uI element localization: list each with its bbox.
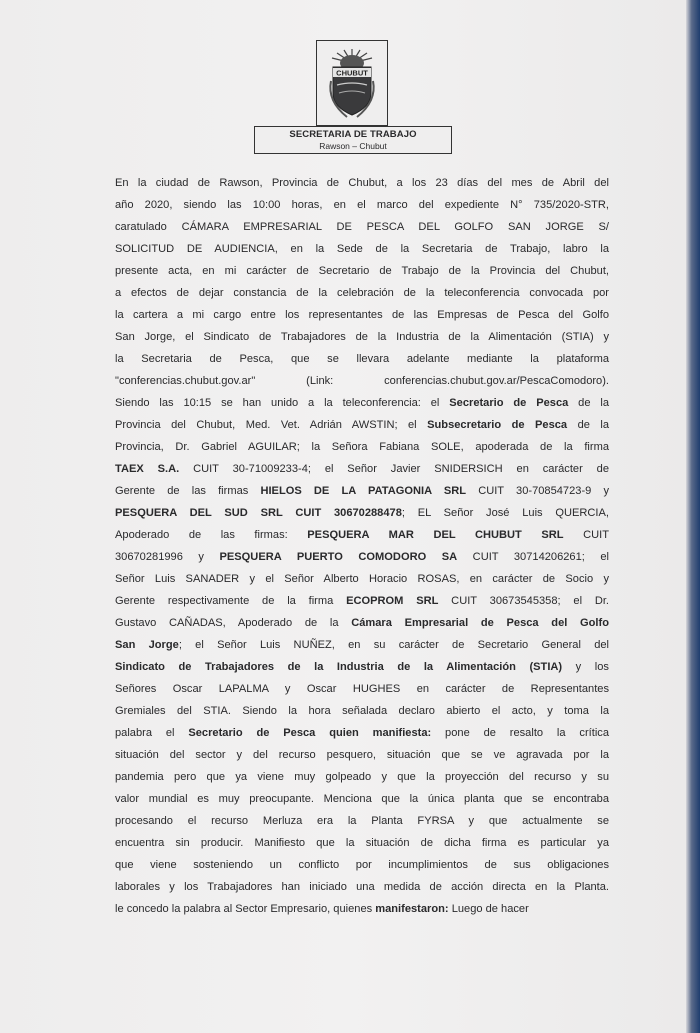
text-segment: la Secretaria de Pesca, que se llevara adelante mediante la plataforma — [115, 353, 609, 365]
text-segment: Señores Oscar LAPALMA y Oscar HUGHES en carácter de Representantes — [115, 683, 609, 695]
text-segment: presente acta, en mi carácter de Secretario de Trabajo de la Provincia del Chubut, — [115, 265, 609, 277]
bold-text: PESQUERA DEL SUD SRL CUIT 30670288478 — [115, 507, 402, 519]
text-segment: ; EL Señor José Luis QUERCIA, — [401, 507, 609, 519]
text-line — [115, 282, 609, 304]
bold-text: HIELOS DE LA PATAGONIA SRL — [260, 485, 467, 497]
text-segment: situación del sector y del recurso pesquero, situación que se ve agravada por la — [115, 749, 609, 761]
text-line — [115, 612, 609, 634]
text-line — [115, 392, 609, 414]
text-line — [115, 634, 609, 656]
chubut-seal — [316, 40, 388, 126]
text-segment: SOLICITUD DE AUDIENCIA, en la Sede de la Secretaria de Trabajo, labro la — [115, 243, 609, 255]
text-line — [115, 502, 609, 524]
text-segment: de la — [567, 419, 610, 431]
text-segment: pandemia pero que ya viene muy golpeado y que la proyección del recurso y su — [115, 771, 609, 783]
text-line — [115, 590, 609, 612]
text-segment: CUIT 30714206261; el — [457, 551, 610, 563]
text-line — [115, 568, 609, 590]
text-line — [115, 788, 609, 810]
text-segment: Gerente de las firmas — [115, 485, 261, 497]
text-segment: CUIT 30-70854723-9 y — [466, 485, 610, 497]
text-line — [115, 480, 609, 502]
office-header — [254, 126, 452, 154]
text-line — [115, 326, 609, 348]
text-segment: CUIT — [563, 529, 610, 541]
text-line — [115, 260, 609, 282]
bold-text: PESQUERA MAR DEL CHUBUT SRL — [307, 529, 564, 541]
text-segment: Gerente respectivamente de la firma — [115, 595, 347, 607]
text-segment: de la — [568, 397, 609, 409]
text-line — [115, 832, 609, 854]
text-segment: En la ciudad de Rawson, Provincia de Chubut, a los 23 días del mes de Abril del — [115, 177, 609, 189]
bold-text: Subsecretario de Pesca — [427, 419, 568, 431]
text-segment: Gustavo CAÑADAS, Apoderado de la — [115, 617, 352, 629]
bold-text: Cámara Empresarial de Pesca del Golfo — [351, 617, 609, 629]
text-line — [115, 876, 609, 898]
text-segment: laborales y los Trabajadores han iniciado una medida de acción directa en la Planta. — [115, 881, 609, 893]
text-line — [115, 810, 609, 832]
bold-text: Sindicato de Trabajadores de la Industria de la Alimentación (STIA) — [115, 661, 563, 673]
text-line — [115, 656, 609, 678]
text-segment: le concedo la palabra al Sector Empresario, quienes — [115, 903, 376, 915]
text-line — [115, 436, 609, 458]
text-segment: encuentra sin producir. Manifiesto que la situación de dicha firma es particular ya — [115, 837, 609, 849]
text-segment: Provincia del Chubut, Med. Vet. Adrián AWSTIN; el — [115, 419, 428, 431]
text-segment: 30670281996 y — [115, 551, 220, 563]
text-line — [115, 458, 609, 480]
text-line — [115, 546, 609, 568]
text-segment: Provincia, Dr. Gabriel AGUILAR; la Señora Fabiana SOLE, apoderada de la firma — [115, 441, 609, 453]
chubut-coat-of-arms-icon — [317, 41, 387, 125]
text-line — [115, 238, 609, 260]
bold-text: PESQUERA PUERTO COMODORO SA — [219, 551, 458, 563]
text-line — [115, 766, 609, 788]
office-title: SECRETARIA DE TRABAJO — [289, 129, 417, 140]
text-line — [115, 348, 609, 370]
text-line — [115, 898, 609, 920]
page-edge-shadow — [686, 0, 700, 1033]
bold-text: Secretario de Pesca — [449, 397, 569, 409]
text-segment: CUIT 30-71009233-4; el Señor Javier SNIDERSICH en carácter de — [179, 463, 609, 475]
text-line — [115, 722, 609, 744]
bold-text: Secretario de Pesca quien manifiesta: — [188, 727, 432, 739]
text-segment: año 2020, siendo las 10:00 horas, en el marco del expediente N° 735/2020-STR, — [115, 199, 609, 211]
text-line — [115, 172, 609, 194]
text-line — [115, 744, 609, 766]
bold-text: manifestaron: — [375, 903, 449, 915]
text-segment: caratulado CÁMARA EMPRESARIAL DE PESCA DEL GOLFO SAN JORGE S/ — [115, 221, 609, 233]
text-segment: palabra el — [115, 727, 189, 739]
text-segment: valor mundial es muy preocupante. Menciona que la única planta que se encontraba — [115, 793, 609, 805]
text-line — [115, 524, 609, 546]
text-segment: San Jorge, el Sindicato de Trabajadores de la Industria de la Alimentación (STIA) y — [115, 331, 609, 343]
text-segment: procesando el recurso Merluza era la Planta FYRSA y que actualmente se — [115, 815, 609, 827]
text-segment: la cartera a mi cargo entre los representantes de las Empresas de Pesca del Golfo — [115, 309, 609, 321]
text-line — [115, 216, 609, 238]
text-segment: Siendo las 10:15 se han unido a la teleconferencia: el — [115, 397, 450, 409]
text-segment: y los — [562, 661, 609, 673]
text-line — [115, 678, 609, 700]
text-segment: Señor Luis SANADER y el Señor Alberto Horacio ROSAS, en carácter de Socio y — [115, 573, 609, 585]
text-segment: Luego de hacer — [448, 903, 529, 915]
text-line — [115, 194, 609, 216]
text-line — [115, 854, 609, 876]
text-segment: CUIT 30673545358; el Dr. — [438, 595, 609, 607]
act-body-text — [115, 172, 609, 920]
text-line — [115, 304, 609, 326]
bold-text: ECOPROM SRL — [346, 595, 439, 607]
office-location: Rawson – Chubut — [319, 141, 387, 151]
text-segment: Apoderado de las firmas: — [115, 529, 308, 541]
bold-text: TAEX S.A. — [115, 463, 180, 475]
text-line — [115, 370, 609, 392]
bold-text: San Jorge — [115, 639, 179, 651]
text-line — [115, 700, 609, 722]
text-segment: "conferencias.chubut.gov.ar" (Link: conferencias.chubut.gov.ar/PescaComodoro). — [115, 375, 609, 387]
text-segment: ; el Señor Luis NUÑEZ, en su carácter de Secretario General del — [178, 639, 610, 651]
text-segment: Gremiales del STIA. Siendo la hora señalada declaro abierto el acto, y toma la — [115, 705, 609, 717]
svg-text:CHUBUT: CHUBUT — [336, 68, 368, 78]
text-segment: que viene sosteniendo un conflicto por incumplimientos de sus obligaciones — [115, 859, 609, 871]
text-segment: pone de resalto la crítica — [431, 727, 609, 739]
text-segment: a efectos de dejar constancia de la celebración de la teleconferencia convocada por — [115, 287, 609, 299]
text-line — [115, 414, 609, 436]
